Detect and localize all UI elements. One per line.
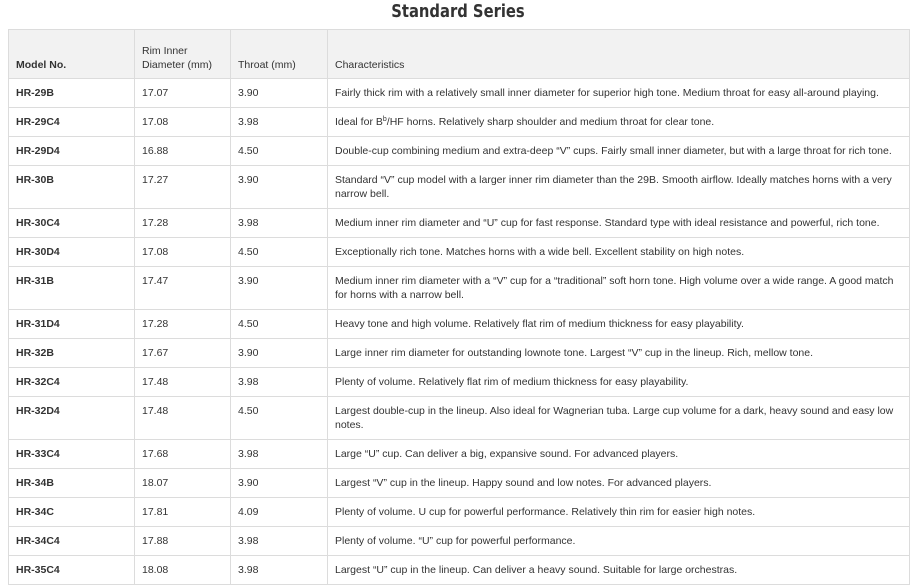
characteristics-cell: Largest double-cup in the lineup. Also ideal for Wagnerian tuba. Large cup volume for a dark, heavy sound and easy low notes. (328, 397, 910, 440)
rim-cell: 17.08 (135, 108, 231, 137)
standard-series-table (8, 29, 910, 585)
rim-cell: 17.27 (135, 166, 231, 209)
throat-cell: 4.09 (231, 498, 328, 527)
model-cell: HR-33C4 (9, 440, 135, 469)
table-row (9, 527, 910, 556)
rim-cell: 17.08 (135, 238, 231, 267)
characteristics-cell: Medium inner rim diameter with a “V” cup for a “traditional” soft horn tone. High volume over a wide range. A good match for horns with a narrow bell. (328, 267, 910, 310)
table-row (9, 310, 910, 339)
model-cell: HR-29B (9, 79, 135, 108)
throat-cell: 3.98 (231, 209, 328, 238)
model-cell: HR-34C (9, 498, 135, 527)
characteristics-cell: Plenty of volume. “U” cup for powerful performance. (328, 527, 910, 556)
rim-cell: 17.28 (135, 310, 231, 339)
characteristics-cell: Medium inner rim diameter and “U” cup for fast response. Standard type with ideal resistance and powerful, rich tone. (328, 209, 910, 238)
model-cell: HR-32C4 (9, 368, 135, 397)
rim-cell: 17.48 (135, 397, 231, 440)
table-row (9, 339, 910, 368)
model-cell: HR-29C4 (9, 108, 135, 137)
header-throat: Throat (mm) (231, 30, 328, 79)
characteristics-cell: Standard “V” cup model with a larger inner rim diameter than the 29B. Smooth airflow. Ideally matches horns with a very narrow bell. (328, 166, 910, 209)
throat-cell: 3.98 (231, 108, 328, 137)
table-row (9, 238, 910, 267)
model-cell: HR-30B (9, 166, 135, 209)
table-row (9, 137, 910, 166)
characteristics-cell: Large “U” cup. Can deliver a big, expansive sound. For advanced players. (328, 440, 910, 469)
header-model: Model No. (9, 30, 135, 79)
header-rim-inner-diameter: Rim Inner Diameter (mm) (135, 30, 231, 79)
table-row (9, 556, 910, 585)
table-row (9, 166, 910, 209)
throat-cell: 4.50 (231, 310, 328, 339)
model-cell: HR-29D4 (9, 137, 135, 166)
model-cell: HR-30D4 (9, 238, 135, 267)
throat-cell: 4.50 (231, 137, 328, 166)
rim-cell: 17.48 (135, 368, 231, 397)
throat-cell: 3.98 (231, 556, 328, 585)
page-title: Standard Series (391, 1, 525, 22)
model-cell: HR-30C4 (9, 209, 135, 238)
characteristics-cell: Large inner rim diameter for outstanding lownote tone. Largest “V” cup in the lineup. Rich, mellow tone. (328, 339, 910, 368)
throat-cell: 3.90 (231, 79, 328, 108)
characteristics-cell: Heavy tone and high volume. Relatively flat rim of medium thickness for easy playability. (328, 310, 910, 339)
table-row (9, 108, 910, 137)
throat-cell: 3.98 (231, 440, 328, 469)
table-row (9, 79, 910, 108)
model-cell: HR-34B (9, 469, 135, 498)
rim-cell: 17.28 (135, 209, 231, 238)
table-row (9, 469, 910, 498)
rim-cell: 16.88 (135, 137, 231, 166)
table-row (9, 498, 910, 527)
table-row (9, 209, 910, 238)
rim-cell: 18.08 (135, 556, 231, 585)
throat-cell: 3.90 (231, 166, 328, 209)
table-header-row (9, 30, 910, 79)
characteristics-cell: Plenty of volume. Relatively flat rim of medium thickness for easy playability. (328, 368, 910, 397)
rim-cell: 18.07 (135, 469, 231, 498)
throat-cell: 3.90 (231, 469, 328, 498)
throat-cell: 3.98 (231, 368, 328, 397)
throat-cell: 4.50 (231, 397, 328, 440)
flat-superscript: b (382, 116, 387, 123)
rim-cell: 17.07 (135, 79, 231, 108)
table-row (9, 267, 910, 310)
characteristics-cell: Largest “V” cup in the lineup. Happy sound and low notes. For advanced players. (328, 469, 910, 498)
model-cell: HR-32B (9, 339, 135, 368)
characteristics-cell: Largest “U” cup in the lineup. Can deliver a heavy sound. Suitable for large orchestras. (328, 556, 910, 585)
model-cell: HR-35C4 (9, 556, 135, 585)
rim-cell: 17.88 (135, 527, 231, 556)
model-cell: HR-31D4 (9, 310, 135, 339)
rim-cell: 17.68 (135, 440, 231, 469)
characteristics-text-pre: Ideal for B (335, 116, 383, 128)
characteristics-cell: Plenty of volume. U cup for powerful performance. Relatively thin rim for easier high notes. (328, 498, 910, 527)
rim-cell: 17.67 (135, 339, 231, 368)
rim-cell: 17.47 (135, 267, 231, 310)
model-cell: HR-34C4 (9, 527, 135, 556)
header-characteristics: Characteristics (328, 30, 910, 79)
characteristics-cell: Exceptionally rich tone. Matches horns with a wide bell. Excellent stability on high notes. (328, 238, 910, 267)
throat-cell: 3.90 (231, 339, 328, 368)
model-cell: HR-32D4 (9, 397, 135, 440)
throat-cell: 3.90 (231, 267, 328, 310)
characteristics-cell (328, 108, 910, 137)
throat-cell: 3.98 (231, 527, 328, 556)
characteristics-cell: Fairly thick rim with a relatively small inner diameter for superior high tone. Medium throat for easy all-around playing. (328, 79, 910, 108)
model-cell: HR-31B (9, 267, 135, 310)
throat-cell: 4.50 (231, 238, 328, 267)
table-row (9, 397, 910, 440)
characteristics-cell: Double-cup combining medium and extra-deep “V” cups. Fairly small inner diameter, but with a large throat for rich tone. (328, 137, 910, 166)
characteristics-text-post: /HF horns. Relatively sharp shoulder and medium throat for clear tone. (386, 116, 715, 128)
table-row (9, 440, 910, 469)
rim-cell: 17.81 (135, 498, 231, 527)
table-row (9, 368, 910, 397)
